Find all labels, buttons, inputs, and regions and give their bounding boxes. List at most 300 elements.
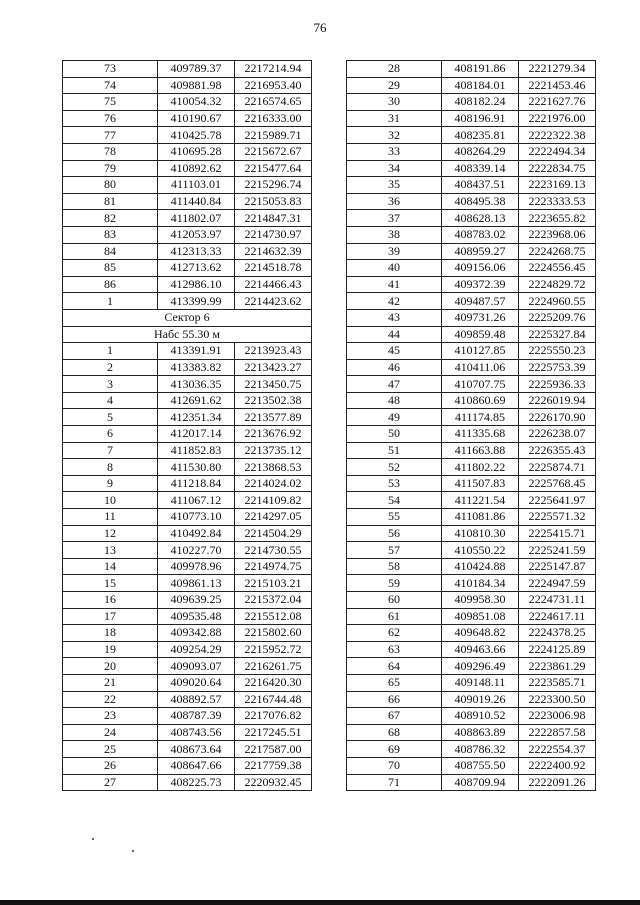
y-coordinate-cell: 2216420.30 (235, 674, 312, 691)
x-coordinate-cell: 411221.54 (442, 492, 519, 509)
y-coordinate-cell: 2226355.43 (519, 442, 596, 459)
y-coordinate-cell: 2223968.06 (519, 226, 596, 243)
y-coordinate-cell: 2225936.33 (519, 376, 596, 393)
point-number-cell: 39 (347, 243, 442, 260)
x-coordinate-cell: 408787.39 (158, 708, 235, 725)
table-row (347, 61, 596, 78)
x-coordinate-cell: 410424.88 (442, 558, 519, 575)
x-coordinate-cell: 409463.66 (442, 641, 519, 658)
y-coordinate-cell: 2216744.48 (235, 691, 312, 708)
point-number-cell: 25 (63, 741, 158, 758)
y-coordinate-cell: 2225147.87 (519, 558, 596, 575)
point-number-cell: 6 (63, 426, 158, 443)
point-number-cell: 53 (347, 475, 442, 492)
table-row (63, 608, 312, 625)
y-coordinate-cell: 2216333.00 (235, 110, 312, 127)
x-coordinate-cell: 410190.67 (158, 110, 235, 127)
point-number-cell: 16 (63, 592, 158, 609)
point-number-cell: 52 (347, 459, 442, 476)
x-coordinate-cell: 409639.25 (158, 592, 235, 609)
point-number-cell: 26 (63, 757, 158, 774)
x-coordinate-cell: 408755.50 (442, 757, 519, 774)
x-coordinate-cell: 409535.48 (158, 608, 235, 625)
table-row (347, 143, 596, 160)
point-number-cell: 81 (63, 193, 158, 210)
table-row (347, 741, 596, 758)
x-coordinate-cell: 409487.57 (442, 293, 519, 310)
point-number-cell: 83 (63, 226, 158, 243)
y-coordinate-cell: 2213423.27 (235, 359, 312, 376)
point-number-cell: 22 (63, 691, 158, 708)
y-coordinate-cell: 2213450.75 (235, 376, 312, 393)
table-row (63, 708, 312, 725)
x-coordinate-cell: 410492.84 (158, 525, 235, 542)
table-row (63, 376, 312, 393)
x-coordinate-cell: 412053.97 (158, 226, 235, 243)
x-coordinate-cell: 409978.96 (158, 558, 235, 575)
x-coordinate-cell: 410707.75 (442, 376, 519, 393)
point-number-cell: 43 (347, 309, 442, 326)
table-row (347, 177, 596, 194)
table-row (63, 757, 312, 774)
y-coordinate-cell: 2214730.55 (235, 542, 312, 559)
x-coordinate-cell: 408225.73 (158, 774, 235, 791)
x-coordinate-cell: 412351.34 (158, 409, 235, 426)
x-coordinate-cell: 408959.27 (442, 243, 519, 260)
table-row (347, 575, 596, 592)
point-number-cell: 3 (63, 376, 158, 393)
y-coordinate-cell: 2225571.32 (519, 509, 596, 526)
table-row (63, 77, 312, 94)
table-row (347, 691, 596, 708)
table-row (347, 226, 596, 243)
point-number-cell: 78 (63, 143, 158, 160)
y-coordinate-cell: 2214974.75 (235, 558, 312, 575)
x-coordinate-cell: 409148.11 (442, 674, 519, 691)
x-coordinate-cell: 409342.88 (158, 625, 235, 642)
table-row (63, 210, 312, 227)
x-coordinate-cell: 409372.39 (442, 276, 519, 293)
table-row (347, 276, 596, 293)
point-number-cell: 56 (347, 525, 442, 542)
point-number-cell: 77 (63, 127, 158, 144)
table-row (347, 293, 596, 310)
y-coordinate-cell: 2215053.83 (235, 193, 312, 210)
y-coordinate-cell: 2224556.45 (519, 260, 596, 277)
x-coordinate-cell: 409859.48 (442, 326, 519, 343)
x-coordinate-cell: 410810.30 (442, 525, 519, 542)
x-coordinate-cell: 409648.82 (442, 625, 519, 642)
x-coordinate-cell: 411174.85 (442, 409, 519, 426)
table-row (347, 658, 596, 675)
section-header-row (63, 326, 312, 343)
table-row (347, 376, 596, 393)
table-row (347, 260, 596, 277)
point-number-cell: 2 (63, 359, 158, 376)
point-number-cell: 73 (63, 61, 158, 78)
point-number-cell: 10 (63, 492, 158, 509)
x-coordinate-cell: 413391.91 (158, 343, 235, 360)
x-coordinate-cell: 409861.13 (158, 575, 235, 592)
table-row (63, 426, 312, 443)
table-row (347, 459, 596, 476)
table-row (347, 359, 596, 376)
table-row (63, 143, 312, 160)
x-coordinate-cell: 413399.99 (158, 293, 235, 310)
y-coordinate-cell: 2224125.89 (519, 641, 596, 658)
table-row (63, 94, 312, 111)
y-coordinate-cell: 2224731.11 (519, 592, 596, 609)
point-number-cell: 23 (63, 708, 158, 725)
x-coordinate-cell: 411067.12 (158, 492, 235, 509)
point-number-cell: 38 (347, 226, 442, 243)
y-coordinate-cell: 2214423.62 (235, 293, 312, 310)
x-coordinate-cell: 412017.14 (158, 426, 235, 443)
point-number-cell: 15 (63, 575, 158, 592)
scan-speck (132, 850, 134, 852)
x-coordinate-cell: 410773.10 (158, 509, 235, 526)
table-row (63, 243, 312, 260)
y-coordinate-cell: 2224960.55 (519, 293, 596, 310)
table-row (347, 592, 596, 609)
table-row (347, 475, 596, 492)
x-coordinate-cell: 410860.69 (442, 392, 519, 409)
x-coordinate-cell: 410550.22 (442, 542, 519, 559)
table-row (63, 575, 312, 592)
table-row (347, 343, 596, 360)
x-coordinate-cell: 412313.33 (158, 243, 235, 260)
x-coordinate-cell: 411335.68 (442, 426, 519, 443)
table-row (347, 426, 596, 443)
table-row (63, 409, 312, 426)
y-coordinate-cell: 2215672.67 (235, 143, 312, 160)
point-number-cell: 49 (347, 409, 442, 426)
point-number-cell: 11 (63, 509, 158, 526)
x-coordinate-cell: 410425.78 (158, 127, 235, 144)
point-number-cell: 5 (63, 409, 158, 426)
table-row (63, 542, 312, 559)
scan-speck (92, 838, 94, 840)
y-coordinate-cell: 2226019.94 (519, 392, 596, 409)
y-coordinate-cell: 2223655.82 (519, 210, 596, 227)
x-coordinate-cell: 408196.91 (442, 110, 519, 127)
point-number-cell: 76 (63, 110, 158, 127)
table-row (63, 592, 312, 609)
table-row (63, 558, 312, 575)
table-row (347, 558, 596, 575)
x-coordinate-cell: 409093.07 (158, 658, 235, 675)
table-row (63, 674, 312, 691)
y-coordinate-cell: 2225327.84 (519, 326, 596, 343)
table-row (63, 475, 312, 492)
y-coordinate-cell: 2213577.89 (235, 409, 312, 426)
point-number-cell: 33 (347, 143, 442, 160)
point-number-cell: 24 (63, 724, 158, 741)
point-number-cell: 47 (347, 376, 442, 393)
table-row (347, 243, 596, 260)
y-coordinate-cell: 2215296.74 (235, 177, 312, 194)
y-coordinate-cell: 2225874.71 (519, 459, 596, 476)
x-coordinate-cell: 408191.86 (442, 61, 519, 78)
y-coordinate-cell: 2214466.43 (235, 276, 312, 293)
scan-edge-bar (0, 900, 640, 905)
x-coordinate-cell: 408910.52 (442, 708, 519, 725)
table-row (347, 774, 596, 791)
y-coordinate-cell: 2226170.90 (519, 409, 596, 426)
table-row (347, 127, 596, 144)
x-coordinate-cell: 408863.89 (442, 724, 519, 741)
x-coordinate-cell: 410127.85 (442, 343, 519, 360)
point-number-cell: 62 (347, 625, 442, 642)
x-coordinate-cell: 409851.08 (442, 608, 519, 625)
point-number-cell: 44 (347, 326, 442, 343)
y-coordinate-cell: 2224617.11 (519, 608, 596, 625)
table-row (63, 641, 312, 658)
table-row (347, 193, 596, 210)
table-row (347, 326, 596, 343)
coordinates-table-right (346, 60, 596, 791)
point-number-cell: 30 (347, 94, 442, 111)
table-row (347, 492, 596, 509)
y-coordinate-cell: 2221627.76 (519, 94, 596, 111)
table-row (347, 77, 596, 94)
y-coordinate-cell: 2217076.82 (235, 708, 312, 725)
point-number-cell: 27 (63, 774, 158, 791)
y-coordinate-cell: 2224268.75 (519, 243, 596, 260)
y-coordinate-cell: 2222857.58 (519, 724, 596, 741)
coordinates-table-left (62, 60, 312, 791)
point-number-cell: 31 (347, 110, 442, 127)
y-coordinate-cell: 2215103.21 (235, 575, 312, 592)
point-number-cell: 64 (347, 658, 442, 675)
y-coordinate-cell: 2221453.46 (519, 77, 596, 94)
point-number-cell: 85 (63, 260, 158, 277)
page-number: 76 (313, 20, 327, 35)
x-coordinate-cell: 409789.37 (158, 61, 235, 78)
point-number-cell: 86 (63, 276, 158, 293)
y-coordinate-cell: 2214297.05 (235, 509, 312, 526)
table-row (63, 741, 312, 758)
point-number-cell: 51 (347, 442, 442, 459)
point-number-cell: 9 (63, 475, 158, 492)
table-row (347, 674, 596, 691)
x-coordinate-cell: 408892.57 (158, 691, 235, 708)
table-row (63, 293, 312, 310)
x-coordinate-cell: 410054.32 (158, 94, 235, 111)
point-number-cell: 14 (63, 558, 158, 575)
point-number-cell: 55 (347, 509, 442, 526)
x-coordinate-cell: 413383.82 (158, 359, 235, 376)
point-number-cell: 13 (63, 542, 158, 559)
point-number-cell: 17 (63, 608, 158, 625)
y-coordinate-cell: 2213868.53 (235, 459, 312, 476)
point-number-cell: 8 (63, 459, 158, 476)
table-row (63, 442, 312, 459)
x-coordinate-cell: 408184.01 (442, 77, 519, 94)
x-coordinate-cell: 409254.29 (158, 641, 235, 658)
y-coordinate-cell: 2225768.45 (519, 475, 596, 492)
x-coordinate-cell: 408786.32 (442, 741, 519, 758)
y-coordinate-cell: 2223585.71 (519, 674, 596, 691)
x-coordinate-cell: 408264.29 (442, 143, 519, 160)
sector-level: Набс 55.30 м (63, 326, 312, 343)
x-coordinate-cell: 412986.10 (158, 276, 235, 293)
x-coordinate-cell: 408709.94 (442, 774, 519, 791)
table-row (347, 724, 596, 741)
x-coordinate-cell: 411530.80 (158, 459, 235, 476)
y-coordinate-cell: 2215952.72 (235, 641, 312, 658)
table-row (63, 226, 312, 243)
y-coordinate-cell: 2224947.59 (519, 575, 596, 592)
point-number-cell: 48 (347, 392, 442, 409)
x-coordinate-cell: 411802.07 (158, 210, 235, 227)
point-number-cell: 80 (63, 177, 158, 194)
x-coordinate-cell: 408182.24 (442, 94, 519, 111)
y-coordinate-cell: 2217759.38 (235, 757, 312, 774)
y-coordinate-cell: 2214847.31 (235, 210, 312, 227)
y-coordinate-cell: 2213676.92 (235, 426, 312, 443)
point-number-cell: 60 (347, 592, 442, 609)
table-row (63, 625, 312, 642)
x-coordinate-cell: 413036.35 (158, 376, 235, 393)
y-coordinate-cell: 2215989.71 (235, 127, 312, 144)
x-coordinate-cell: 408783.02 (442, 226, 519, 243)
table-row (63, 509, 312, 526)
y-coordinate-cell: 2216261.75 (235, 658, 312, 675)
x-coordinate-cell: 412713.62 (158, 260, 235, 277)
point-number-cell: 69 (347, 741, 442, 758)
y-coordinate-cell: 2221279.34 (519, 61, 596, 78)
table-row (347, 160, 596, 177)
point-number-cell: 19 (63, 641, 158, 658)
x-coordinate-cell: 410892.62 (158, 160, 235, 177)
x-coordinate-cell: 410184.34 (442, 575, 519, 592)
point-number-cell: 18 (63, 625, 158, 642)
point-number-cell: 21 (63, 674, 158, 691)
table-row (63, 61, 312, 78)
table-row (347, 94, 596, 111)
table-row (347, 110, 596, 127)
point-number-cell: 57 (347, 542, 442, 559)
x-coordinate-cell: 409296.49 (442, 658, 519, 675)
y-coordinate-cell: 2225209.76 (519, 309, 596, 326)
section-header-row (63, 309, 312, 326)
x-coordinate-cell: 408647.66 (158, 757, 235, 774)
point-number-cell: 82 (63, 210, 158, 227)
sector-title: Сектор 6 (63, 309, 312, 326)
y-coordinate-cell: 2214109.82 (235, 492, 312, 509)
point-number-cell: 1 (63, 293, 158, 310)
x-coordinate-cell: 409020.64 (158, 674, 235, 691)
table-row (63, 774, 312, 791)
point-number-cell: 74 (63, 77, 158, 94)
y-coordinate-cell: 2225241.59 (519, 542, 596, 559)
point-number-cell: 35 (347, 177, 442, 194)
point-number-cell: 61 (347, 608, 442, 625)
x-coordinate-cell: 411663.88 (442, 442, 519, 459)
point-number-cell: 40 (347, 260, 442, 277)
y-coordinate-cell: 2216953.40 (235, 77, 312, 94)
table-row (347, 210, 596, 227)
point-number-cell: 32 (347, 127, 442, 144)
y-coordinate-cell: 2214024.02 (235, 475, 312, 492)
y-coordinate-cell: 2217214.94 (235, 61, 312, 78)
table-row (347, 525, 596, 542)
x-coordinate-cell: 408339.14 (442, 160, 519, 177)
table-row (63, 359, 312, 376)
y-coordinate-cell: 2215802.60 (235, 625, 312, 642)
table-row (63, 343, 312, 360)
x-coordinate-cell: 408495.38 (442, 193, 519, 210)
x-coordinate-cell: 408437.51 (442, 177, 519, 194)
point-number-cell: 59 (347, 575, 442, 592)
table-row (63, 127, 312, 144)
x-coordinate-cell: 411440.84 (158, 193, 235, 210)
point-number-cell: 41 (347, 276, 442, 293)
table-row (347, 442, 596, 459)
point-number-cell: 45 (347, 343, 442, 360)
y-coordinate-cell: 2214518.78 (235, 260, 312, 277)
y-coordinate-cell: 2222834.75 (519, 160, 596, 177)
y-coordinate-cell: 2215477.64 (235, 160, 312, 177)
y-coordinate-cell: 2225550.23 (519, 343, 596, 360)
y-coordinate-cell: 2214632.39 (235, 243, 312, 260)
x-coordinate-cell: 411507.83 (442, 475, 519, 492)
y-coordinate-cell: 2215372.04 (235, 592, 312, 609)
y-coordinate-cell: 2222554.37 (519, 741, 596, 758)
table-row (347, 708, 596, 725)
table-row (63, 724, 312, 741)
table-row (63, 260, 312, 277)
table-row (347, 542, 596, 559)
table-row (63, 492, 312, 509)
x-coordinate-cell: 411218.84 (158, 475, 235, 492)
y-coordinate-cell: 2215512.08 (235, 608, 312, 625)
point-number-cell: 20 (63, 658, 158, 675)
y-coordinate-cell: 2213735.12 (235, 442, 312, 459)
x-coordinate-cell: 408673.64 (158, 741, 235, 758)
y-coordinate-cell: 2217245.51 (235, 724, 312, 741)
y-coordinate-cell: 2222400.92 (519, 757, 596, 774)
y-coordinate-cell: 2225415.71 (519, 525, 596, 542)
table-row (63, 658, 312, 675)
x-coordinate-cell: 410227.70 (158, 542, 235, 559)
table-row (347, 509, 596, 526)
point-number-cell: 75 (63, 94, 158, 111)
point-number-cell: 1 (63, 343, 158, 360)
point-number-cell: 50 (347, 426, 442, 443)
y-coordinate-cell: 2225641.97 (519, 492, 596, 509)
point-number-cell: 63 (347, 641, 442, 658)
y-coordinate-cell: 2226238.07 (519, 426, 596, 443)
x-coordinate-cell: 409156.06 (442, 260, 519, 277)
point-number-cell: 68 (347, 724, 442, 741)
point-number-cell: 70 (347, 757, 442, 774)
y-coordinate-cell: 2223006.98 (519, 708, 596, 725)
point-number-cell: 54 (347, 492, 442, 509)
x-coordinate-cell: 409019.26 (442, 691, 519, 708)
table-row (63, 691, 312, 708)
y-coordinate-cell: 2223300.50 (519, 691, 596, 708)
table-row (63, 110, 312, 127)
point-number-cell: 67 (347, 708, 442, 725)
y-coordinate-cell: 2221976.00 (519, 110, 596, 127)
point-number-cell: 34 (347, 160, 442, 177)
point-number-cell: 37 (347, 210, 442, 227)
x-coordinate-cell: 412691.62 (158, 392, 235, 409)
table-row (63, 177, 312, 194)
x-coordinate-cell: 408743.56 (158, 724, 235, 741)
